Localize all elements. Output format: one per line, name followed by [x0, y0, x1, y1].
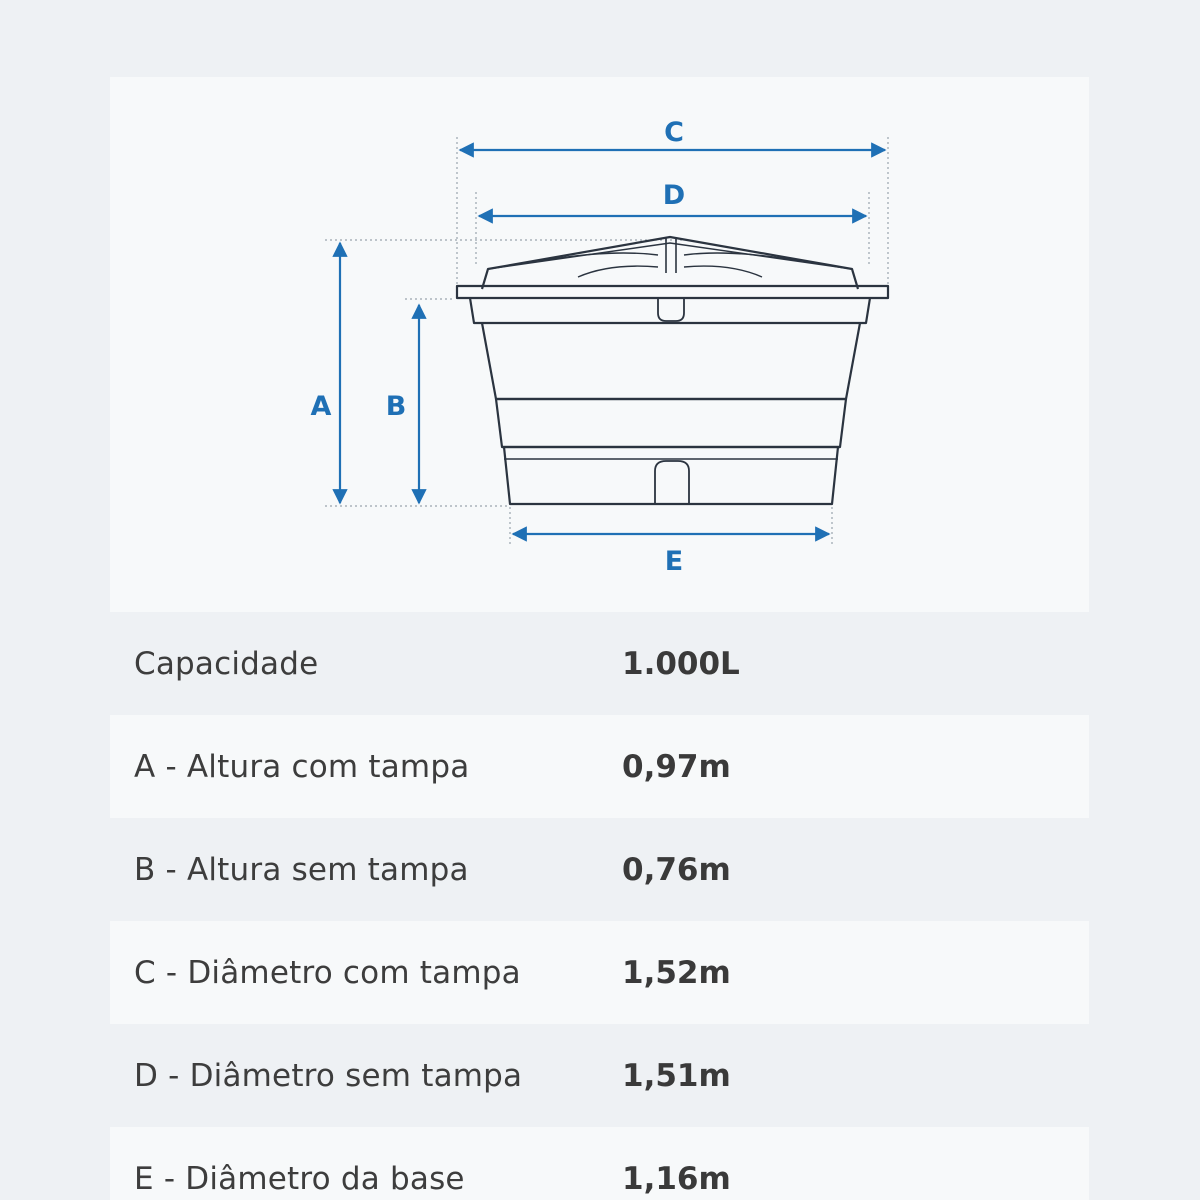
- spec-label: Capacidade: [134, 645, 319, 682]
- specifications-table: [110, 612, 1089, 1200]
- spec-value: 1,51m: [622, 1057, 731, 1094]
- spec-row-height-without-lid: [110, 818, 1089, 921]
- water-tank-icon: [457, 237, 888, 504]
- tank-drawing: [110, 77, 1089, 612]
- spec-row-diameter-without-lid: [110, 1024, 1089, 1127]
- guide-lines: [325, 137, 888, 547]
- spec-value: 1,52m: [622, 954, 731, 991]
- spec-value: 0,97m: [622, 748, 731, 785]
- spec-row-capacity: [110, 612, 1089, 715]
- tank-dimensions-diagram: [110, 77, 1089, 612]
- spec-value: 0,76m: [622, 851, 731, 888]
- dimension-c-label: C: [664, 117, 684, 148]
- spec-row-diameter-with-lid: [110, 921, 1089, 1024]
- spec-value: 1.000L: [622, 645, 740, 682]
- spec-label: E - Diâmetro da base: [134, 1160, 465, 1197]
- spec-label: B - Altura sem tampa: [134, 851, 469, 888]
- spec-label: D - Diâmetro sem tampa: [134, 1057, 523, 1094]
- dimension-arrows: [340, 150, 885, 534]
- spec-row-height-with-lid: [110, 715, 1089, 818]
- spec-label: C - Diâmetro com tampa: [134, 954, 521, 991]
- spec-row-base-diameter: [110, 1127, 1089, 1200]
- dimension-e-label: E: [664, 546, 684, 577]
- dimension-b-label: B: [385, 391, 407, 422]
- dimension-d-label: D: [662, 180, 686, 211]
- dimension-a-label: A: [310, 391, 332, 422]
- spec-value: 1,16m: [622, 1160, 731, 1197]
- spec-label: A - Altura com tampa: [134, 748, 470, 785]
